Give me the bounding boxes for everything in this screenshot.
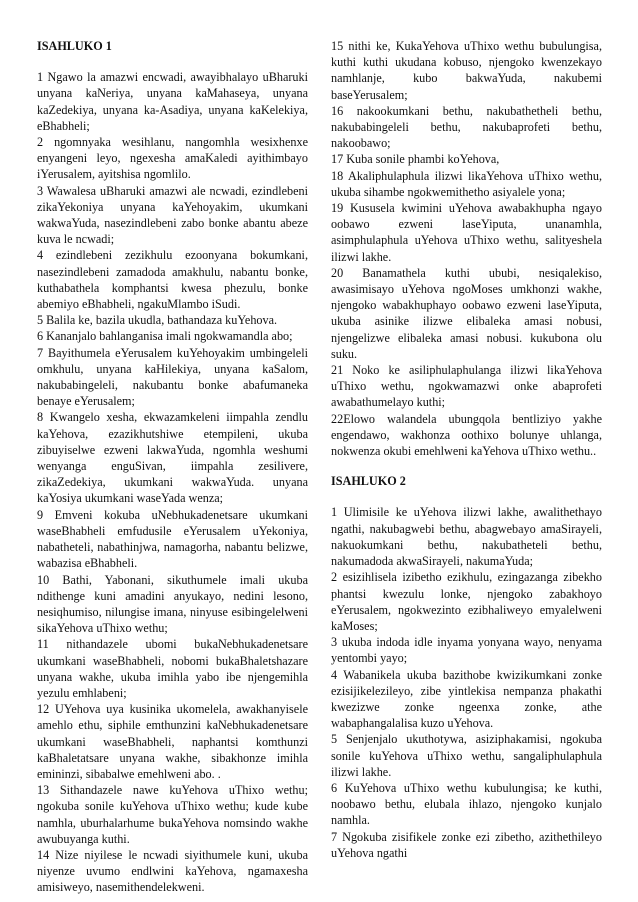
- verse: 7 Bayithumela eYerusalem kuYehoyakim umbingeleli omkhulu, unyana kaHilekiya, unyana kaSalom, nakubabingeleli, nakubantu bonke abafumaneka benaye eYerusalem;: [37, 345, 308, 409]
- verse-group-chapter-1-continued: [331, 38, 602, 459]
- verse: 5 Senjenjalo ukuthotywa, asiziphakamisi, ngokuba sonile kuYehova uThixo wethu, sangaliphulaphula ilizwi lakhe.: [331, 732, 602, 779]
- verse: 7 Ngokuba zisifikele zonke ezi zibetho, azithethileyo uYehova ngathi: [331, 829, 602, 860]
- verse: 13 Sithandazele nawe kuYehova uThixo wethu; ngokuba sonile kuYehova uThixo wethu; kude kube namhla, uburhalarhume bukaYehova nomsindo wakhe awubuyanga kuthi.: [37, 783, 308, 846]
- verse: 21 Noko ke asiliphulaphulanga ilizwi likaYehova uThixo wethu, ngokwamazwi onke abaprofeti awabathumelayo kuthi;: [331, 363, 602, 410]
- verse: 3 Wawalesa uBharuki amazwi ale ncwadi, ezindlebeni zikaYekoniya unyana kaYehoyakim, ukumkani wakwaYuda, nasezindlebeni zabo bonke abantu abeze kuva le ncwadi;: [37, 183, 308, 247]
- left-column: [37, 38, 308, 896]
- verse-group-chapter-2: [331, 504, 602, 860]
- verse: 15 nithi ke, KukaYehova uThixo wethu bubulungisa, kuthi kuthi ukudana kobuso, njengoko kwenzekayo namhlanje, kubo bakwaYuda, nakubemi baseYerusalem;: [331, 39, 602, 102]
- verse: 11 nithandazele ubomi bukaNebhukadenetsare ukumkani waseBhabheli, nobomi bukaBhaletshazare unyana wakhe, ukuba imihla yabo ibe njengemihla yezulu emhlabeni;: [37, 637, 308, 700]
- verse: 20 Banamathela kuthi ububi, nesiqalekiso, awasimisayo uYehova ngoMoses umkhonzi wakhe, njengoko wabakhuphayo oobawo ezweni laseYiputa, ukuba asinike ilizwe elibaleka amasi nobusi, njengelizwe elibaleka amasi nobusi. kukubona olu suku.: [331, 265, 602, 361]
- verse: 1 Ulimisile ke uYehova ilizwi lakhe, awalithethayo ngathi, nakubagwebi bethu, abagwebayo amaSirayeli, nakuokumkani bethu, nakubatheteli bethu, nakumadoda akwaSirayeli, nakumaYuda;: [331, 505, 602, 569]
- verse: 2 ngomnyaka wesihlanu, nangomhla wesixhenxe enyangeni leyo, ngexesha amaKaledi ayithimbayo iYerusalem, ayitshisa ngomlilo.: [37, 135, 308, 182]
- verse: 3 ukuba indoda idle inyama yonyana wayo, nenyama yentombi yayo;: [331, 635, 602, 666]
- verse: 2 esizihlisela izibetho ezikhulu, ezingazanga zibekho phantsi kwezulu lonke, njengoko zabakhoyo eYerusalem, ngokwezinto ezibhaliweyo emyalelweni kaMoses;: [331, 570, 602, 633]
- verse: 6 KuYehova uThixo wethu kubulungisa; ke kuthi, noobawo bethu, elubala ihlazo, njengoko kunjalo namhla.: [331, 780, 602, 828]
- verse: 9 Emveni kokuba uNebhukadenetsare ukumkani waseBhabheli emfudusile eYerusalem uYekoniya, nabatheteli, nabathinjwa, namagorha, nabantu belizwe, wabazisa eBhabheli.: [37, 507, 308, 571]
- verse: 8 Kwangelo xesha, ekwazamkeleni iimpahla zendlu kaYehova, ezazikhutshiwe etempileni, ukuba zibuyiselwe ezweni lakwaYuda, ngomhla weshumi wenyanga enguSivan, iimpahla zesilivere, zikaZedekiya, ukumkani wakwaYuda. unyana kaYosiya ukumkani waseYada wenza;: [37, 410, 308, 506]
- verse: 14 Nize niyilese le ncwadi siyithumele kuni, ukuba niyenze uvumo endlwini kaYehova, ngamaxesha amisiweyo, nasemithendelekweni.: [37, 847, 308, 895]
- right-column: [331, 38, 602, 861]
- verse: 4 ezindlebeni zezikhulu ezoonyana bokumkani, nasezindlebeni zamadoda amakhulu, nabantu bonke, kuthabathela komphantsi kwesa phezulu, bonke abemiyo eBhabheli, ngakuMlambo iSudi.: [37, 248, 308, 312]
- verse: 17 Kuba sonile phambi koYehova,: [331, 152, 500, 167]
- chapter-heading-1: ISAHLUKO 1: [37, 39, 112, 53]
- verse: 5 Balila ke, bazila ukudla, bathandaza kuYehova.: [37, 313, 278, 328]
- verse: 16 nakookumkani bethu, nakubathetheli bethu, nakubabingeleli bethu, nakubaprofeti bethu, nakoobawo;: [331, 103, 602, 151]
- verse: 22Elowo walandela ubungqola bentliziyo yakhe engendawo, wakhonza oothixo bolunye uhlanga, nokwenza okubi emehlweni kaYehova uThixo wethu..: [331, 411, 602, 459]
- verse: 12 UYehova uya kusinika ukomelela, awakhanyisele amehlo ethu, siphile emthunzini kaNebhukadenetsare ukumkani waseBhabheli, naphantsi komthunzi kaBhaletatsare unyana wakhe, sibakhonze imihla emininzi, sibabalwe emehlweni abo. .: [37, 702, 308, 781]
- chapter-heading-2: ISAHLUKO 2: [331, 474, 406, 489]
- verse: 6 Kananjalo bahlanganisa imali ngokwamandla abo;: [37, 329, 293, 344]
- verse: 19 Kususela kwimini uYehova awabakhupha ngayo oobawo ezweni laseYiputa, unanamhla, asimphulaphula uYehova uThixo wethu, salityeshela ilizwi lakhe.: [331, 201, 602, 264]
- verse: 4 Wabanikela ukuba bazithobe kwizikumkani zonke ezisijikelezileyo, zibe yintlekisa nempanza phakathi kwezizwe zonke ngeenxa zonke, athe wabaphangalalisa kuzo uYehova.: [331, 667, 602, 731]
- verse: 10 Bathi, Yabonani, sikuthumele imali ukuba ndithenge kuni amadini anyukayo, nedini lesono, nesiqhumiso, nilungise imana, ninyuse esibingelelweni sikaYehova uThixo wethu;: [37, 572, 308, 636]
- verse: 1 Ngawo la amazwi encwadi, awayibhalayo uBharuki unyana kaNeriya, unyana kaMahaseya, unyana kaZedekiya, unyana ka-Asadiya, unyana kaKelekiya, eBhabheli;: [37, 70, 308, 133]
- verse: 18 Akaliphulaphula ilizwi likaYehova uThixo wethu, ukuba sihambe ngokwemithetho asiyalele yona;: [331, 168, 602, 199]
